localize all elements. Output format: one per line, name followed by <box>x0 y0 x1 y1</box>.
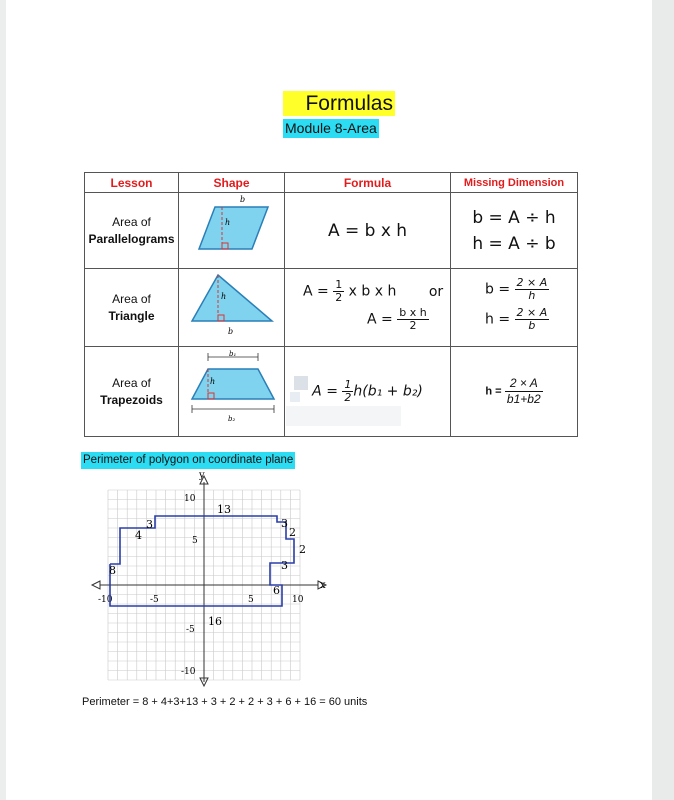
side-label: 2 <box>299 543 306 556</box>
side-label: 16 <box>208 615 222 628</box>
parallelogram-shape <box>182 193 282 263</box>
perimeter-section-label: Perimeter of polygon on coordinate plane <box>81 452 295 469</box>
lesson-line: Area of <box>112 214 151 229</box>
formula-or: or <box>428 283 444 300</box>
formula-prefix: A = <box>303 283 329 300</box>
missing-formula-h <box>485 307 549 332</box>
trapezoid-shape <box>182 347 282 431</box>
formula-prefix: A = <box>367 311 393 328</box>
tick-label: -10 <box>98 595 113 605</box>
shape-cell <box>179 193 285 269</box>
y-axis-label: y <box>199 470 205 481</box>
formula-prefix: h = <box>485 311 511 328</box>
formula-cell <box>285 269 451 347</box>
missing-cell <box>451 347 578 437</box>
fraction <box>397 307 428 332</box>
fraction <box>505 376 543 407</box>
missing-cell <box>451 269 578 347</box>
missing-cell <box>451 193 578 269</box>
fraction-numerator: 2 × A <box>516 306 548 319</box>
page-title: Formulas <box>283 91 395 116</box>
fraction-numerator: 1 <box>335 278 343 291</box>
fraction <box>333 279 344 304</box>
header-lesson: Lesson <box>85 173 179 193</box>
fraction-denominator: 2 <box>409 319 417 332</box>
watermark-logo <box>286 372 406 432</box>
missing-formula: h = A ÷ b <box>472 233 556 254</box>
lesson-cell <box>85 193 179 269</box>
fraction-denominator: b1+b2 <box>506 392 541 406</box>
fraction-denominator: 2 <box>335 291 343 304</box>
fraction-denominator: 2 <box>344 391 352 404</box>
shape-label-b: b <box>239 195 245 204</box>
formula-prefix: b = <box>485 281 511 298</box>
table-row <box>85 193 578 269</box>
side-label: 13 <box>217 503 231 516</box>
formula-suffix: h(b₁ + b₂) <box>353 383 423 400</box>
coordinate-plane <box>80 468 340 688</box>
missing-formula: b = A ÷ h <box>472 207 556 228</box>
right-margin <box>652 0 674 800</box>
formula-prefix: h = <box>485 385 502 398</box>
lesson-cell <box>85 347 179 437</box>
header-shape: Shape <box>179 173 285 193</box>
shape-cell <box>179 269 285 347</box>
fraction <box>515 307 550 332</box>
side-label: 3 <box>281 559 288 572</box>
side-label: 4 <box>135 529 142 542</box>
fraction-denominator: b <box>528 319 536 332</box>
triangle-shape <box>182 269 282 341</box>
formula-prefix: A = <box>312 383 338 400</box>
tick-label: 10 <box>292 595 304 605</box>
fraction-numerator: 1 <box>344 378 352 391</box>
fraction-denominator: h <box>528 289 536 302</box>
fraction-numerator: b x h <box>399 306 427 319</box>
missing-formula-b <box>485 277 549 302</box>
fraction <box>515 277 550 302</box>
coordinate-grid <box>80 468 340 688</box>
tick-label: -5 <box>150 595 159 605</box>
triangle-formula-2 <box>367 307 429 332</box>
header-formula: Formula <box>285 173 451 193</box>
tick-label: -5 <box>186 625 195 635</box>
shape-label-b: b <box>227 327 233 336</box>
side-label: 3 <box>281 517 288 530</box>
x-axis-label: x <box>320 580 326 591</box>
shape-label-h: h <box>209 377 215 386</box>
shape-label-b2: b₂ <box>227 415 235 423</box>
perimeter-equation: Perimeter = 8 + 4+3+13 + 3 + 2 + 2 + 3 + 6 + 16 = 60 units <box>82 696 368 708</box>
fraction-numerator: 2 × A <box>516 276 548 289</box>
shape-label-b1: b₁ <box>228 350 236 358</box>
lesson-cell <box>85 269 179 347</box>
lesson-line: Area of <box>112 375 151 390</box>
tick-label: -10 <box>181 667 196 677</box>
side-label: 6 <box>273 584 280 597</box>
tick-label: 5 <box>192 536 198 546</box>
page-subtitle: Module 8-Area <box>285 120 377 136</box>
side-label: 8 <box>109 564 116 577</box>
tick-label: 10 <box>184 494 196 504</box>
side-label: 3 <box>146 518 153 531</box>
shape-cell <box>179 347 285 437</box>
lesson-name: Trapezoids <box>100 392 163 407</box>
triangle-formula-1 <box>303 279 443 304</box>
lesson-name: Parallelograms <box>88 231 175 246</box>
lesson-name: Triangle <box>108 308 155 323</box>
table-header-row <box>85 173 578 193</box>
header-missing-dimension: Missing Dimension <box>451 173 578 193</box>
lesson-line: Area of <box>112 291 151 306</box>
formula-suffix: x b x h <box>348 283 397 300</box>
side-label: 2 <box>289 526 296 539</box>
shape-label-h: h <box>224 218 230 227</box>
fraction-numerator: 2 × A <box>505 376 543 392</box>
tick-label: 5 <box>248 595 254 605</box>
shape-label-h: h <box>220 292 226 301</box>
formula-cell: A = b x h <box>285 193 451 269</box>
table-row <box>85 269 578 347</box>
